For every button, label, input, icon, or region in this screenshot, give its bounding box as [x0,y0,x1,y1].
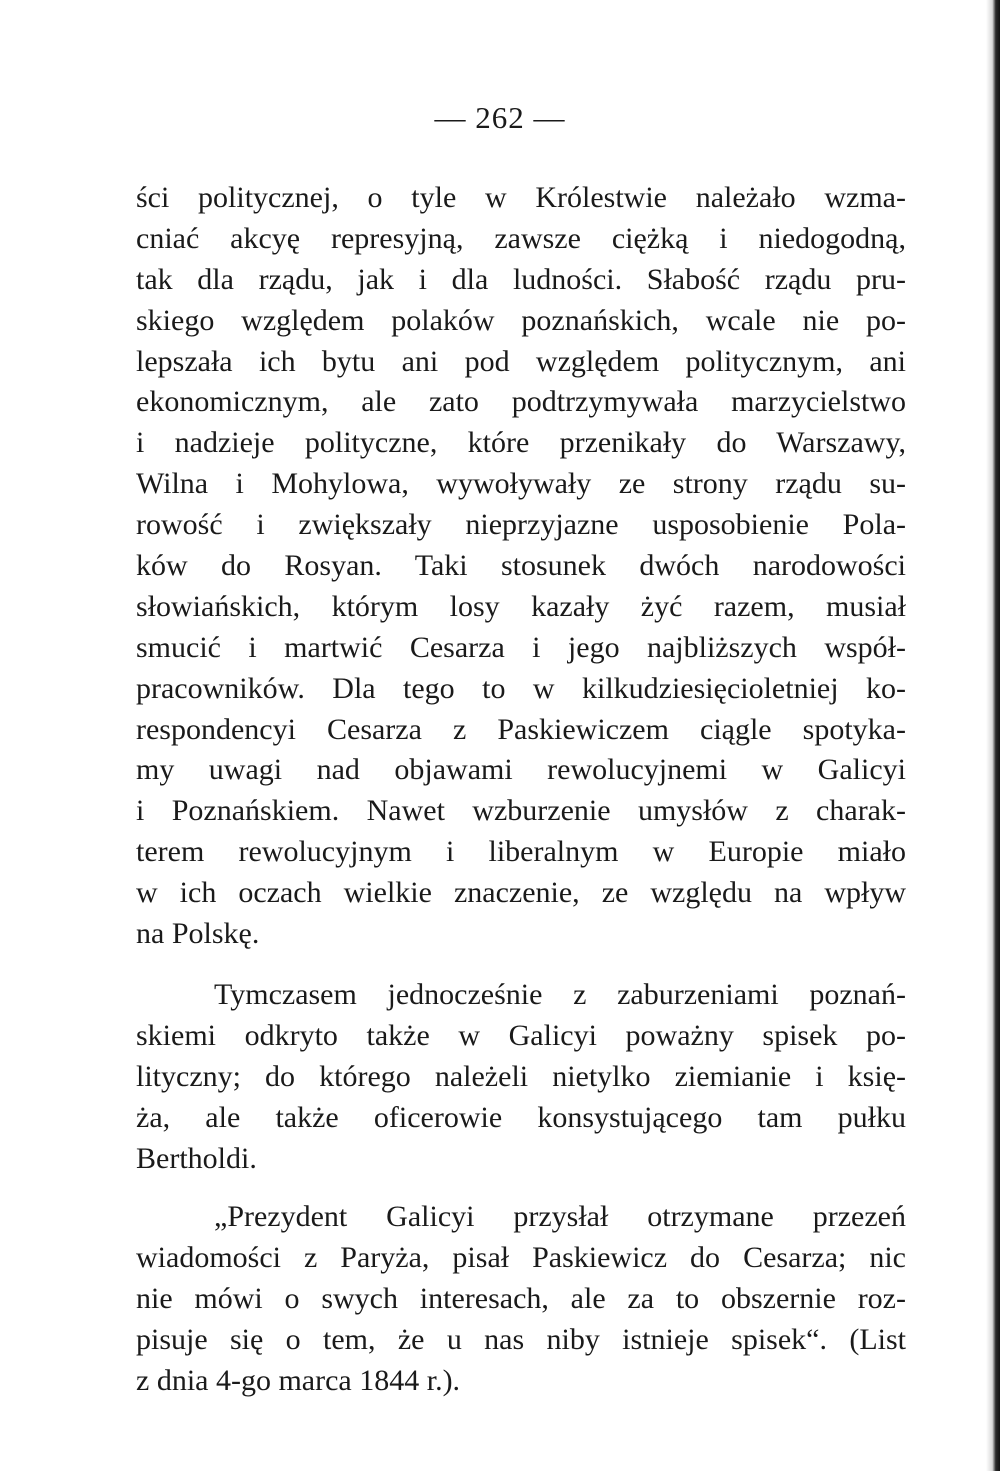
text-line: pracowników. Dla tego to w kilkudziesięcioletniej ko- [136,671,906,705]
text-line: Bertholdi. [136,1141,257,1175]
text-line: skiemi odkryto także w Galicyi poważny spisek po- [136,1018,906,1052]
text-line: smucić i martwić Cesarza i jego najbliższych współ- [136,630,906,664]
text-line: ekonomicznym, ale zato podtrzymywała marzycielstwo [136,385,906,419]
text-line: my uwagi nad objawami rewolucyjnemi w Galicyi [136,753,906,787]
text-line: nie mówi o swych interesach, ale za to obszernie roz- [136,1281,906,1315]
text-line: i Poznańskiem. Nawet wzburzenie umysłów z charak- [136,794,906,828]
paragraph [136,975,906,1179]
paragraph [136,1197,906,1401]
text-line: Tymczasem jednocześnie z zaburzeniami poznań- [214,978,906,1011]
text-line: terem rewolucyjnym i liberalnym w Europie miało [136,835,906,869]
text-line: ści politycznej, o tyle w Królestwie należało wzma- [136,181,906,214]
binding-edge [986,0,1000,1471]
text-line: „Prezydent Galicyi przysłał otrzymane przezeń [214,1200,906,1233]
text-line: w ich oczach wielkie znaczenie, ze względu na wpływ [136,876,906,910]
text-line: pisuje się o tem, że u nas niby istnieje spisek“. (List [136,1322,906,1356]
text-line: lepszała ich bytu ani pod względem politycznym, ani [136,344,906,378]
paragraph [136,178,906,955]
text-line: i nadzieje polityczne, które przenikały do Warszawy, [136,426,906,460]
text-line: rowość i zwiększały nieprzyjazne usposobienie Pola- [136,508,906,542]
text-line: tak dla rządu, jak i dla ludności. Słabość rządu pru- [136,262,906,296]
page-number-header: — 262 — [434,100,566,135]
text-line: z dnia 4-go marca 1844 r.). [136,1363,461,1397]
text-line: cniać akcyę represyjną, zawsze ciężką i niedogodną, [136,221,906,255]
text-line: słowiańskich, którym losy kazały żyć razem, musiał [136,589,906,623]
text-line: ża, ale także oficerowie konsystującego tam pułku [136,1100,906,1134]
text-line: Wilna i Mohylowa, wywoływały ze strony rządu su- [136,467,906,501]
text-line: na Polskę. [136,917,260,951]
text-line: ków do Rosyan. Taki stosunek dwóch narodowości [136,549,906,583]
text-line: lityczny; do którego należeli nietylko ziemianie i księ- [136,1059,906,1093]
text-line: respondencyi Cesarza z Paskiewiczem ciągle spotyka- [136,712,906,746]
text-line: wiadomości z Paryża, pisał Paskiewicz do Cesarza; nic [136,1240,906,1274]
text-line: skiego względem polaków poznańskich, wcale nie po- [136,303,906,337]
